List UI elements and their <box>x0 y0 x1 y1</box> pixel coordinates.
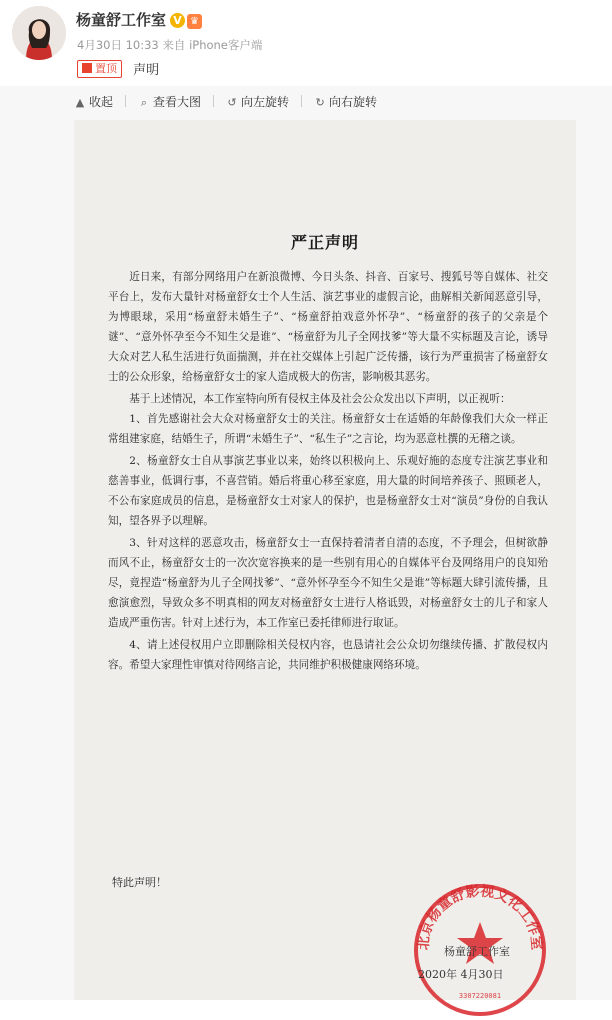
post-header <box>0 0 612 86</box>
media-toolbar <box>74 90 389 114</box>
toolbar-divider <box>213 95 214 107</box>
pinned-label: 置顶 <box>95 61 117 75</box>
statement-body <box>108 267 548 677</box>
rotate-left-label: 向左旋转 <box>241 95 290 109</box>
collapse-label: 收起 <box>89 95 114 109</box>
vip-crown-icon: ♛ <box>187 14 202 29</box>
pinned-badge <box>77 60 122 78</box>
post-text-row <box>77 58 159 76</box>
post-meta <box>77 37 262 53</box>
pin-icon <box>82 63 92 73</box>
view-large-button[interactable] <box>138 90 201 115</box>
signature: 杨童舒工作室 <box>444 945 510 958</box>
author-name-text[interactable]: 杨童舒工作室 <box>76 11 167 29</box>
media-viewer <box>0 86 612 1000</box>
toolbar-divider <box>125 95 126 107</box>
rotate-left-button[interactable] <box>226 90 289 115</box>
view-large-label: 查看大图 <box>153 95 202 109</box>
statement-paragraph-3: 1、首先感谢社会大众对杨童舒女士的关注。杨童舒女士在适婚的年龄像我们大众一样正常组建家庭，结婚生子，所谓“未婚生子”、“私生子”之言论，均为恶意杜撰的无稽之谈。 <box>108 413 548 445</box>
seal-number: 3307220081 <box>458 992 502 1000</box>
seal-text: 北京杨童舒影视文化工作室 <box>415 883 545 951</box>
statement-paragraph-4: 2、杨童舒女士自从事演艺事业以来，始终以积极向上、乐观好施的态度专注演艺事业和慈善事业，低调行事，不喜营销。婚后将重心移至家庭，用大量的时间培养孩子、照顾老人，不公布家庭成员的信息，是杨童舒女士对家人的保护，也是杨童舒女士对“演员”身份的自我认知，望各界予以理解。 <box>108 455 548 527</box>
statement-image[interactable] <box>74 120 576 1000</box>
toolbar-divider <box>301 95 302 107</box>
rotate-right-label: 向右旋转 <box>329 95 378 109</box>
statement-title: 严正声明 <box>290 233 359 252</box>
statement-closing: 特此声明！ <box>112 876 167 889</box>
collapse-button[interactable] <box>74 90 113 115</box>
rotate-right-icon: ↻ <box>315 96 325 109</box>
author-name[interactable] <box>76 9 202 30</box>
avatar[interactable] <box>12 6 66 60</box>
collapse-icon: ▲ <box>75 96 85 109</box>
statement-paragraph-1: 近日来，有部分网络用户在新浪微博、今日头条、抖音、百家号、搜狐号等自媒体、社交平台上，发布大量针对杨童舒女士个人生活、演艺事业的虚假言论，曲解相关新闻恶意引导，为博眼球，采用“杨童舒未婚生子”、“杨童舒拍戏意外怀孕”、“杨童舒的孩子的父亲是个谜”、“意外怀孕至今不知生父是谁”、“杨童舒为儿子全网找爹”等大量不实标题及言论，诱导大众对艺人私生活进行负面揣测，并在社交媒体上引起广泛传播，该行为严重损害了杨童舒女士的公众形象，给杨童舒女士的家人造成极大的伤害，影响极其恶劣。 <box>108 271 548 383</box>
magnifier-icon: ⌕ <box>140 96 148 109</box>
post-text: 声明 <box>133 63 160 78</box>
statement-paragraph-6: 4、请上述侵权用户立即删除相关侵权内容，也恳请社会公众切勿继续传播、扩散侵权内容。希望大家理性审慎对待网络言论，共同维护积极健康网络环境。 <box>108 639 548 671</box>
statement-paragraph-5: 3、针对这样的恶意攻击，杨童舒女士一直保持着清者自清的态度，不予理会，但树欲静而风不止，杨童舒女士的一次次宽容换来的是一些别有用心的自媒体平台及网络用户的良知殆尽，竟捏造“杨童舒为儿子全网找爹”、“意外怀孕至今不知生父是谁”等标题大肆引流传播，且愈演愈烈，导致众多不明真相的网友对杨童舒女士进行人格诋毁，对杨童舒女士的儿子和家人造成严重伤害。针对上述行为，本工作室已委托律师进行取证。 <box>108 537 548 629</box>
verified-icon: V <box>170 13 185 28</box>
source-prefix: 来自 <box>162 38 186 52</box>
rotate-left-icon: ↺ <box>227 96 237 109</box>
post-timestamp[interactable]: 4月30日 10:33 <box>77 38 159 52</box>
rotate-right-button[interactable] <box>314 90 377 115</box>
post-source[interactable]: iPhone客户端 <box>189 38 263 52</box>
statement-date: 2020年 4月30日 <box>418 968 504 981</box>
statement-paragraph-2: 基于上述情况，本工作室特向所有侵权主体及社会公众发出以下声明，以正视听： <box>129 393 511 405</box>
